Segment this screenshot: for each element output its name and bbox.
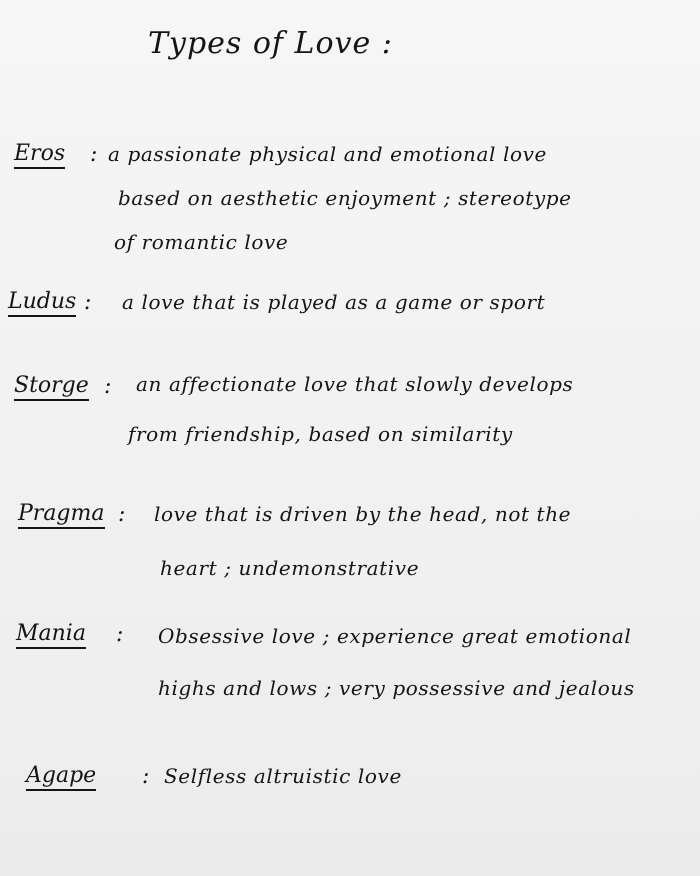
page-title: Types of Love : (148, 26, 393, 61)
term-colon: : (90, 142, 98, 167)
definition-line: a love that is played as a game or sport (122, 290, 546, 314)
definition-line: of romantic love (114, 230, 289, 254)
term-pragma: Pragma (18, 502, 105, 529)
definition-line: Selfless altruistic love (164, 764, 402, 788)
term-ludus: Ludus (8, 290, 76, 317)
term-eros: Eros (14, 142, 65, 169)
term-mania: Mania (16, 622, 86, 649)
term-storge: Storge (14, 374, 89, 401)
definition-line: an affectionate love that slowly develops (136, 372, 574, 396)
term-colon: : (116, 622, 124, 647)
definition-line: love that is driven by the head, not the (154, 502, 572, 526)
term-colon: : (118, 502, 126, 527)
definition-line: highs and lows ; very possessive and jealous (158, 676, 635, 700)
term-colon: : (104, 374, 112, 399)
definition-line: heart ; undemonstrative (160, 556, 420, 580)
definition-line: Obsessive love ; experience great emotional (158, 624, 632, 648)
definition-line: based on aesthetic enjoyment ; stereotype (118, 186, 572, 210)
definition-line: from friendship, based on similarity (128, 422, 513, 446)
term-colon: : (142, 764, 150, 789)
term-agape: Agape (26, 764, 96, 791)
term-colon: : (84, 290, 92, 315)
definition-line: a passionate physical and emotional love (108, 142, 547, 166)
